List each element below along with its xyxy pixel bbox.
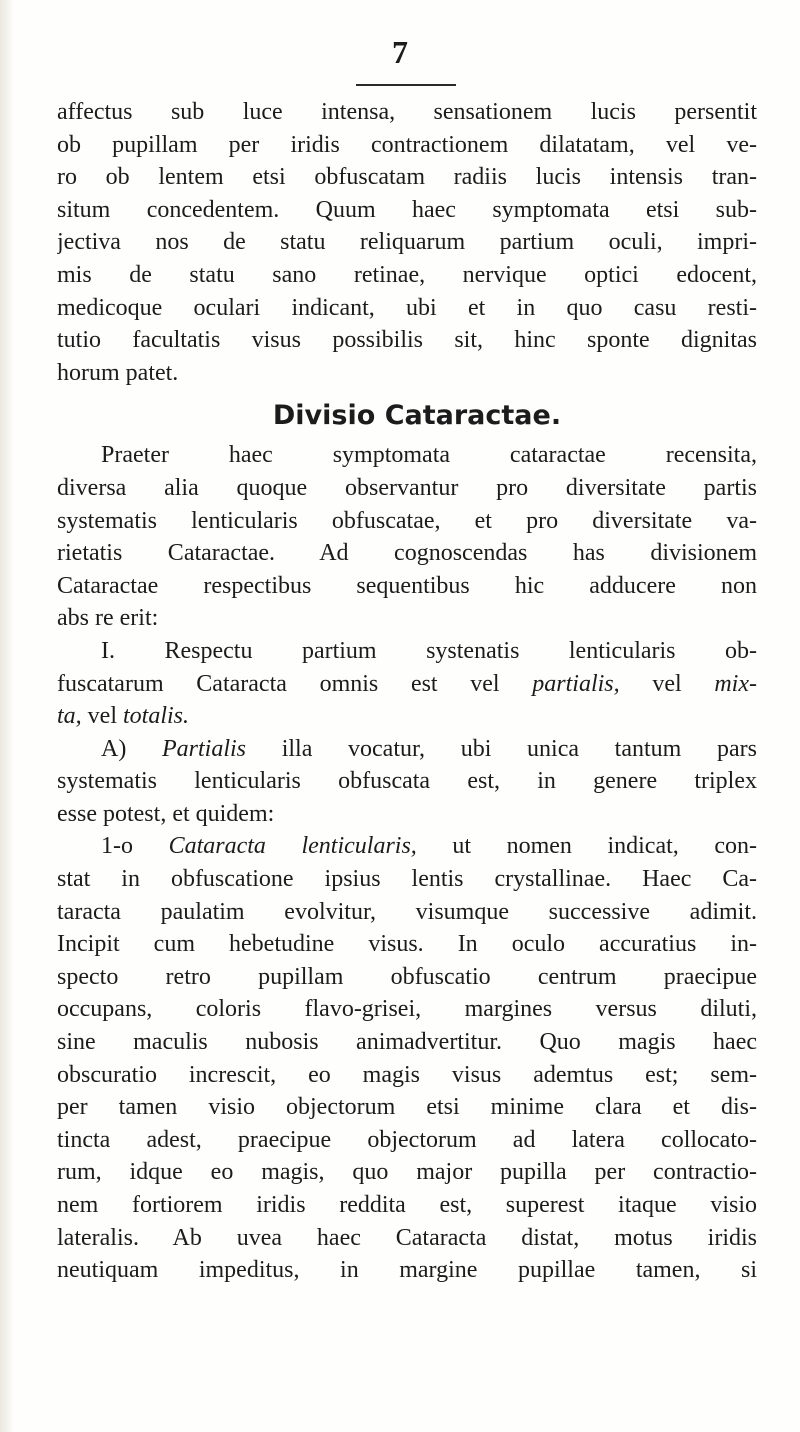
body-text [57,96,757,1287]
text-line: rietatis Cataractae. Ad cognoscendas has divisionem [57,540,757,567]
text-line: mis de statu sano retinae, nervique optici edocent, [57,261,757,288]
text-line: obscuratio increscit, eo magis visus ademtus est; sem- [57,1061,757,1088]
text-segment: I. Respectu partium systenatis lenticularis ob- [101,637,757,664]
text-line [57,830,757,863]
text-line [57,668,757,701]
text-segment: vel [81,703,123,730]
text-line: horum patet. [57,359,179,386]
text-line: nem fortiorem iridis reddita est, superest itaque visio [57,1192,757,1218]
text-line: Cataractae respectibus sequentibus hic adducere non [57,572,757,599]
text-line: Praeter haec symptomata cataractae recensita, [101,442,757,469]
italic-term: ta, [57,703,82,730]
italic-term: Partialis [162,735,247,762]
section-heading: Divisio Cataractae. [272,400,562,432]
text-line: esse potest, et quidem: [57,800,275,827]
text-line [57,635,757,668]
text-line: specto retro pupillam obfuscatio centrum praecipue [57,963,757,990]
text-line: neutiquam impeditus, in margine pupillae tamen, si [57,1257,757,1284]
text-line: systematis lenticularis obfuscata est, in genere triplex [57,768,757,795]
text-segment: ut nomen indicat, con- [416,833,757,860]
text-line: taracta paulatim evolvitur, visumque successive adimit. [57,898,757,925]
text-line [57,733,757,766]
italic-term: totalis. [123,703,190,730]
italic-term: Cataracta lenticularis, [168,833,417,860]
text-segment: 1-o [101,833,169,860]
page-left-edge-shadow [0,0,14,1432]
text-line: affectus sub luce intensa, sensationem lucis persentit [57,99,757,125]
page-number: 7 [392,34,408,70]
text-line: ro ob lentem etsi obfuscatam radiis lucis intensis tran- [57,164,757,191]
text-line: tincta adest, praecipue objectorum ad latera collocato- [57,1126,757,1153]
page-number-rule [356,84,456,86]
text-line: systematis lenticularis obfuscatae, et pro diversitate va- [57,507,757,534]
text-line: ob pupillam per iridis contractionem dilatatam, vel ve- [57,131,757,158]
text-segment: vel [619,670,715,697]
text-line [57,700,757,733]
text-line: per tamen visio objectorum etsi minime clara et dis- [57,1094,757,1121]
text-line: occupans, coloris flavo-grisei, margines versus diluti, [57,996,757,1023]
text-line: situm concedentem. Quum haec symptomata etsi sub- [57,196,757,223]
text-line: Incipit cum hebetudine visus. In oculo accuratius in- [57,931,757,958]
text-line: stat in obfuscatione ipsius lentis crystallinae. Haec Ca- [57,866,757,893]
text-segment: A) [101,735,162,762]
text-line: abs re erit: [57,605,159,632]
text-line: lateralis. Ab uvea haec Cataracta distat, motus iridis [57,1224,757,1251]
text-line: jectiva nos de statu reliquarum partium oculi, impri- [57,229,757,256]
text-line: medicoque oculari indicant, ubi et in quo casu resti- [57,294,757,321]
italic-term: mix- [714,670,757,697]
italic-term: partialis, [532,670,620,697]
text-line: sine maculis nubosis animadvertitur. Quo magis haec [57,1029,757,1056]
text-line: diversa alia quoque observantur pro diversitate partis [57,474,757,501]
text-segment: illa vocatur, ubi unica tantum pars [246,735,757,762]
text-line: tutio facultatis visus possibilis sit, hinc sponte dignitas [57,327,757,354]
text-segment: fuscatarum Cataracta omnis est vel [57,670,533,697]
text-line: rum, idque eo magis, quo major pupilla per contractio- [57,1159,757,1186]
